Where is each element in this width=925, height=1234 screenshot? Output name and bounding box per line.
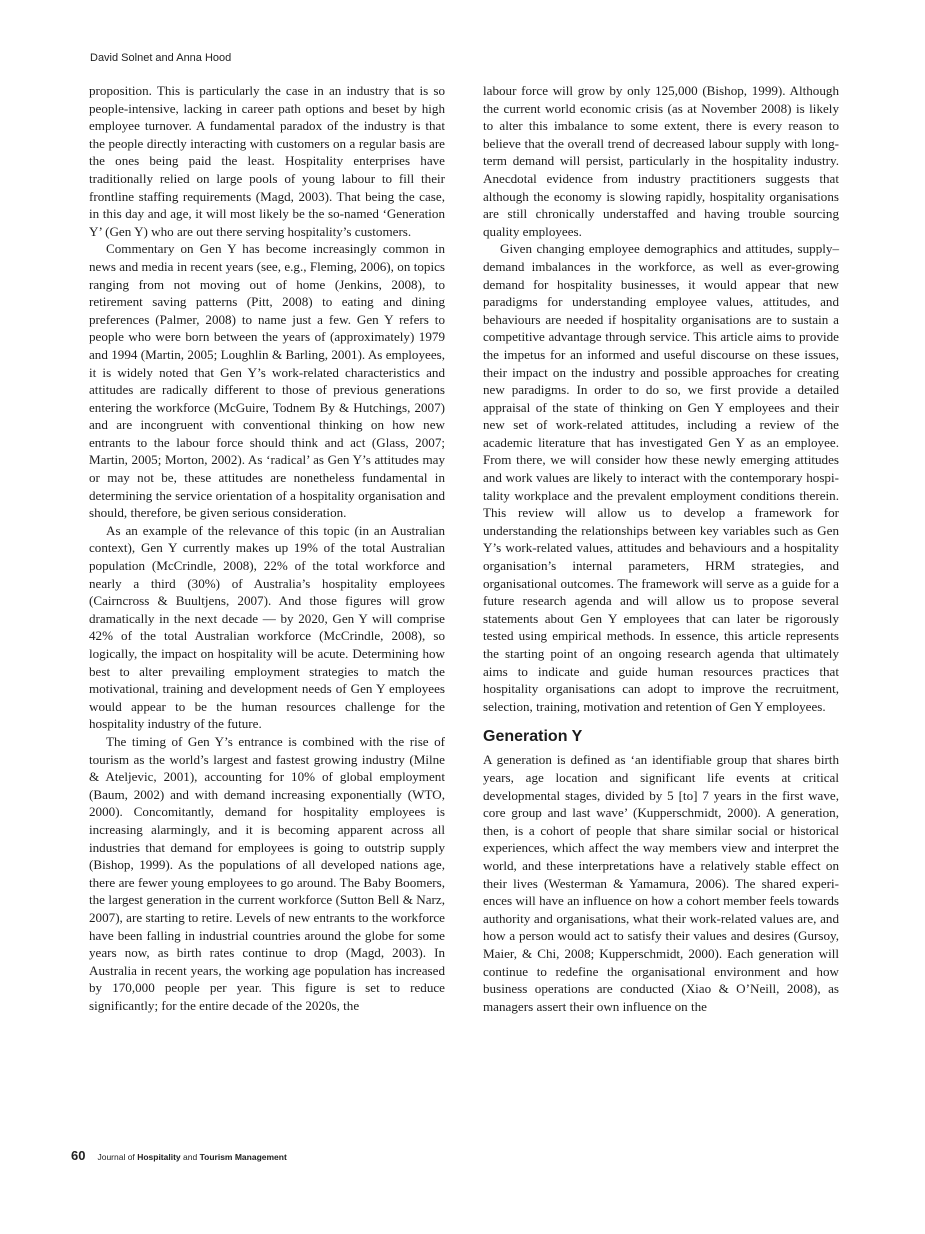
left-column — [89, 82, 445, 1014]
right-column — [483, 82, 839, 1015]
journal-title — [97, 1152, 286, 1162]
paragraph: Commentary on Gen Y has become increasingly common in news and media in recent years (see, e.g., Fleming, 2006), on topics ranging from not moving out of home (Jenkins, 2008), to retirement saving patterns (Pitt, 2008) to eating and dining preferences (Palmer, 2008) to name just a few. Gen Y refers to people who were born between the years of (approximately) 1979 and 1994 (Martin, 2005; Loughlin & Barling, 2001). As employees, it is widely noted that Gen Y’s work-related characteristics and attitudes are radically different to those of previous generations entering the workforce (McGuire, Todnem By & Hutchings, 2007) and are incongruent with conventional thinking on how new entrants to the labour force should think and act (Glass, 2007; Martin, 2005; Morton, 2002). As ‘radical’ as Gen Y’s attitudes may or may not be, these attitudes are nonetheless fundamental in determining the service orientation of a hospitality organisation and should, therefore, be given serious consideration. — [89, 241, 445, 521]
paragraph: Given changing employee demographics and attitudes, supply–demand imbalances in the workforce, as well as ever-growing demand for hospitality businesses, it would appear that new paradigms for understanding employee values, attitudes, and behaviours are needed if hospitality organisations are to sustain a competitive advantage through service. This article aims to provide the impetus for an informed and useful discourse on these issues, their impact on the industry and possible approaches for creating new paradigms. In order to do so, we first provide a detailed appraisal of the state of thinking on Gen Y employees and their new set of work-related attitudes, including a review of the academic literature that has investigated Gen Y as an employee. From there, we will consider how these newly emerging attitudes and work values are likely to interact with the contemporary hospitality workplace and the prevalent employment conditions therein. This review will allow us to develop a framework for understanding the relationships between key variables such as Gen Y’s work-related values, attitudes and behaviours and a hospitality organisation’s internal parameters, HRM strategies, and organisational outcomes. The framework will serve as a guide for a future research agenda and will allow us to propose several statements about Gen Y employees that can later be rigorously tested using empirical methods. In essence, this article represents the starting point of an ongoing research agenda that ultimately aims to indicate and guide human resources practices that hospitality organisations can adopt to improve the recruitment, selection, training, motivation and retention of Gen Y employees. — [483, 241, 839, 714]
section-heading-generation-y: Generation Y — [483, 728, 583, 746]
page-number: 60 — [71, 1148, 86, 1163]
paragraph: As an example of the relevance of this topic (in an Australian context), Gen Y currently makes up 19% of the total Australian population (McCrindle, 2008), 22% of the total workforce and nearly a third (30%) of Australia’s hospitality employees (Cairncross & Buultjens, 2007). And those figures will grow dramatically in the next decade — by 2020, Gen Y will comprise 42% of the total Australian workforce (McCrindle, 2008), so logically, the impact on hospitality will be acute. Determining how best to alter prevailing employment strategies to match the motivational, training and development needs of Gen Y employees would appear to be the human resources challenge for the hospitality industry of the future. — [89, 522, 445, 732]
paragraph: proposition. This is particularly the case in an industry that is so people-intensive, lacking in career path options and beset by high employee turnover. A fundamental paradox of the industry is that the people directly interacting with customers on a regular basis are the ones being paid the least. Hospitality enterprises have traditionally relied on large pools of young labour to fill their frontline staffing requirements (Magd, 2003). That being the case, in this day and age, it will most likely be the so-named ‘Generation Y’ (Gen Y) who are out there serving hospitality’s customers. — [89, 83, 445, 239]
journal-word-tourism-management: Tourism Management — [199, 1152, 287, 1162]
journal-and: and — [183, 1152, 198, 1162]
running-head-authors: David Solnet and Anna Hood — [90, 52, 232, 64]
paragraph: labour force will grow by only 125,000 (Bishop, 1999). Although the current world economic crisis (as at November 2008) is likely to alter this imbalance to some extent, there is every reason to believe that the overall trend of decreased labour supply with long-term demand will persist, particularly in the hospitality industry. Anecdotal evidence from industry practitioners suggests that although the economy is slowing rapidly, hospitality organisations are still chronically understaffed and having trouble sourcing quality employees. — [483, 83, 839, 239]
page-footer — [71, 1148, 287, 1163]
journal-word-hospitality: Hospitality — [137, 1152, 181, 1162]
paragraph: A generation is defined as ‘an identifiable group that shares birth years, age location and significant life events at critical developmental stages, divided by 5 [to] 7 years in the first wave, core group and last wave’ (Kupperschmidt, 2000). A generation, then, is a cohort of people that share similar social or historical experiences, which affect the way members view and interpret the world, and these interpretations have a relatively stable effect on their lives (Westerman & Yamamura, 2006). The shared experiences will have an influence on how a cohort member feels towards authority and organisations, what their work-related values are, and how a person would act to satisfy their values and desires (Gursoy, Maier, & Chi, 2008; Kupperschmidt, 2000). Each generation will continue to redefine the organisational environment and how business operations are conducted (Xiao & O’Neill, 2008), as managers assert their own influence on the — [483, 752, 839, 1014]
paragraph: The timing of Gen Y’s entrance is combined with the rise of tourism as the world’s largest and fastest growing industry (Milne & Ateljevic, 2001), accounting for 10% of global employment (Baum, 2002) and with demand increasing exponentially (WTO, 2000). Concomitantly, demand for hospitality employees is increasing alarmingly, and it is becoming apparent across all industries that demand for employees is going to outstrip supply (Bishop, 1999). As the populations of all developed nations age, there are fewer young employees to go around. The Baby Boomers, the largest generation in the current workforce (Sutton Bell & Narz, 2007), are starting to retire. Levels of new entrants to the workforce have been falling in industrial countries around the globe for some years now, as birth rates continue to drop (Magd, 2003). In Australia in recent years, the working age population has increased by 170,000 people per year. This figure is set to reduce significantly; for the entire decade of the 2020s, the — [89, 733, 445, 1013]
journal-prefix: Journal of — [97, 1152, 135, 1162]
